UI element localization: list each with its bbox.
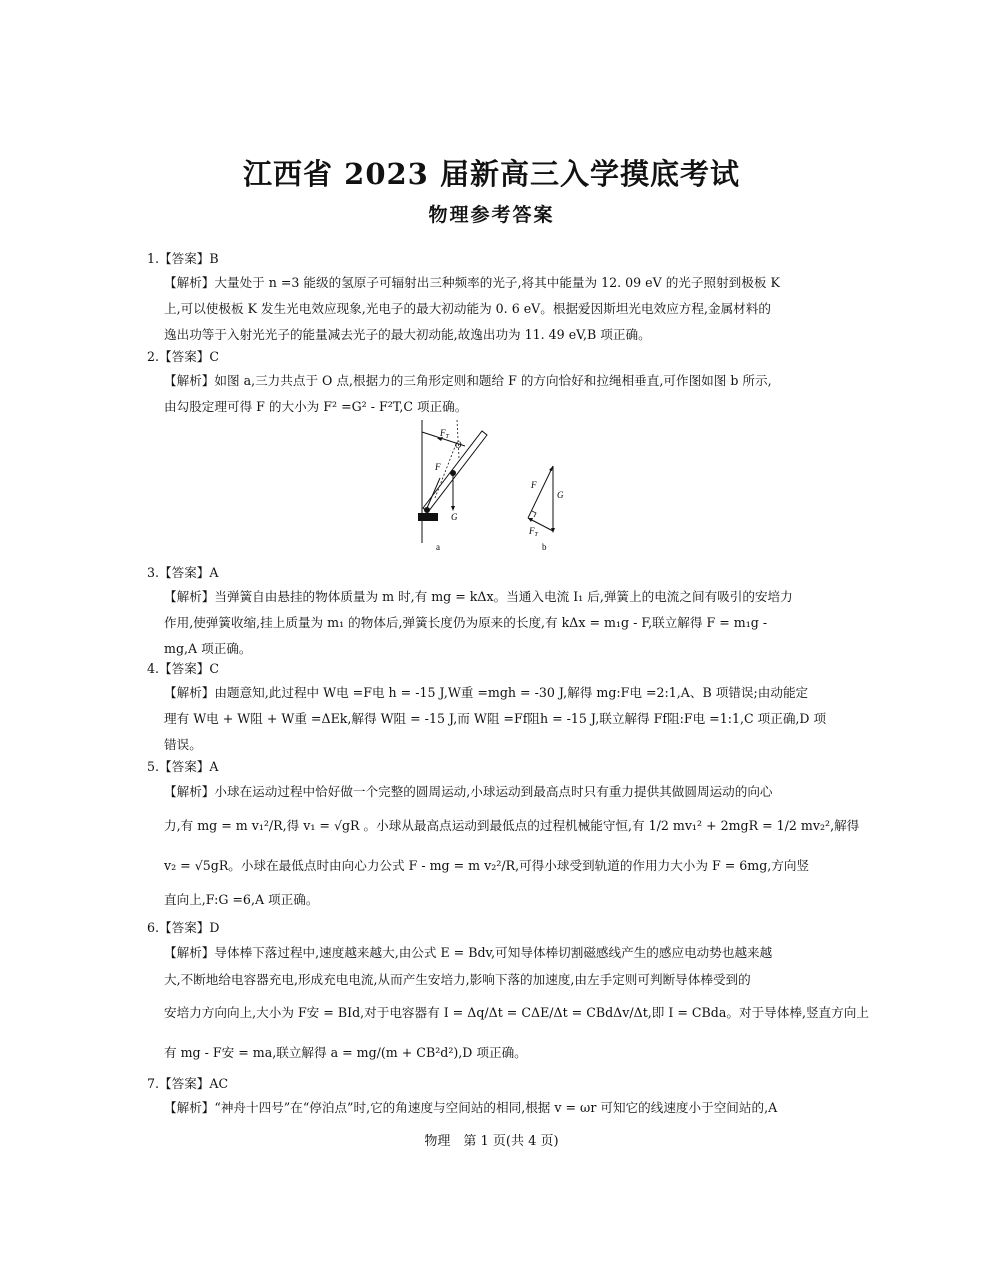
explanation	[147, 1095, 837, 1121]
answer-label: 5.【答案】A	[147, 759, 219, 774]
answer-label: 4.【答案】C	[147, 661, 220, 676]
caption-a: a	[436, 542, 440, 552]
explanation-line: 【解析】当弹簧自由悬挂的物体质量为 m 时,有 mg = kΔx。当通入电流 I₁ 后,弹簧上的电流之间有吸引的安培力	[164, 589, 793, 604]
answer-label: 2.【答案】C	[147, 349, 220, 364]
figure-b	[528, 466, 564, 552]
caption-b: b	[542, 542, 547, 552]
question-1	[147, 248, 837, 348]
figure-a	[418, 420, 487, 552]
f-arrowhead	[549, 466, 553, 471]
explanation-line: 力,有 mg = m v₁²/R,得 v₁ = √gR 。小球从最高点运动到最低点的过程机械能守恒,有 1/2 mv₁² + 2mgR = 1/2 mv₂²,解得	[164, 818, 860, 833]
explanation	[147, 584, 837, 662]
explanation-line: v₂ = √5gR。小球在最低点时由向心力公式 F - mg = m v₂²/R,可得小球受到轨道的作用力大小为 F = 6mg,方向竖	[164, 858, 810, 873]
answer-label: 6.【答案】D	[147, 920, 220, 935]
explanation-line: 【解析】如图 a,三力共点于 O 点,根据力的三角形定则和题给 F 的方向恰好和拉绳相垂直,可作图如图 b 所示,	[164, 373, 772, 388]
explanation	[147, 778, 860, 914]
explanation	[147, 680, 837, 758]
question-7	[147, 1073, 837, 1121]
document-subtitle: 物理参考答案	[428, 204, 555, 226]
question-2	[147, 346, 837, 420]
explanation-line: 【解析】大量处于 n =3 能级的氢原子可辐射出三种频率的光子,将其中能量为 12. 09 eV 的光子照射到极板 K	[164, 275, 780, 290]
label-o: O	[455, 440, 462, 450]
g-arrowhead	[451, 506, 455, 511]
answer-label: 1.【答案】B	[147, 251, 219, 266]
question-6	[147, 917, 869, 1073]
label-b-g: G	[557, 490, 564, 500]
label-b-f: F	[531, 480, 537, 490]
explanation-line: 有 mg - F安 = ma,联立解得 a = mg/(m + CB²d²),D 项正确。	[164, 1045, 527, 1060]
question-5	[147, 756, 860, 914]
explanation-line: 逸出功等于入射光光子的能量减去光子的最大初动能,故逸出功为 11. 49 eV,B 项正确。	[164, 327, 651, 342]
label-b-ft: $F_T$	[529, 526, 538, 538]
explanation	[147, 368, 837, 420]
pivot	[424, 507, 430, 513]
document-title: 江西省 2023 届新高三入学摸底考试	[243, 157, 740, 191]
explanation-line: 错误。	[164, 737, 202, 752]
explanation-line: 【解析】“神舟十四号”在“停泊点”时,它的角速度与空间站的相同,根据 v = ωr 可知它的线速度小于空间站的,A	[164, 1100, 778, 1115]
label-ft: $F_T$	[440, 428, 449, 440]
explanation-line: 作用,使弹簧收缩,挂上质量为 m₁ 的物体后,弹簧长度仍为原来的长度,有 kΔx = m₁g - F,联立解得 F = m₁g -	[164, 615, 768, 630]
explanation-line: 由勾股定理可得 F 的大小为 F² =G² - F²T,C 项正确。	[164, 399, 468, 414]
label-g: G	[451, 512, 458, 522]
explanation-line: 【解析】导体棒下落过程中,速度越来越大,由公式 E = Bdv,可知导体棒切割磁感线产生的感应电动势也越来越	[164, 945, 773, 960]
explanation-line: 大,不断地给电容器充电,形成充电电流,从而产生安培力,影响下落的加速度,由左手定则可判断导体棒受到的	[164, 972, 751, 987]
explanation-line: 安培力方向向上,大小为 F安 = BId,对于电容器有 I = Δq/Δt = CΔE/Δt = CBdΔv/Δt,即 I = CBda。对于导体棒,竖直方向上	[164, 1005, 869, 1020]
explanation-line: mg,A 项正确。	[164, 641, 252, 656]
explanation-line: 【解析】由题意知,此过程中 W电 =F电 h = -15 J,W重 =mgh = -30 J,解得 mg:F电 =2:1,A、B 项错误;由动能定	[164, 685, 809, 700]
support-block	[418, 513, 438, 521]
explanation	[147, 270, 837, 348]
right-angle-mark	[532, 511, 536, 517]
explanation-line: 【解析】小球在运动过程中恰好做一个完整的圆周运动,小球运动到最高点时只有重力提供其做圆周运动的向心	[164, 784, 773, 799]
explanation	[147, 939, 869, 1073]
explanation-line: 理有 W电 + W阻 + W重 =ΔEk,解得 W阻 = -15 J,而 W阻 =Ff阻h = -15 J,联立解得 Ff阻:F电 =1:1,C 项正确,D 项	[164, 711, 827, 726]
vector-f	[528, 466, 553, 518]
force-diagram	[405, 418, 585, 558]
dotted-vertical	[457, 420, 459, 458]
explanation-line: 上,可以使极板 K 发生光电效应现象,光电子的最大初动能为 0. 6 eV。根据爱因斯坦光电效应方程,金属材料的	[164, 301, 771, 316]
force-f	[427, 478, 440, 508]
explanation-line: 直向上,F:G =6,A 项正确。	[164, 892, 319, 907]
question-3	[147, 562, 837, 662]
answer-label: 3.【答案】A	[147, 565, 219, 580]
answer-label: 7.【答案】AC	[147, 1076, 229, 1091]
label-f: F	[435, 462, 441, 472]
question-4	[147, 658, 837, 758]
page-footer: 物理 第 1 页(共 4 页)	[424, 1134, 559, 1149]
